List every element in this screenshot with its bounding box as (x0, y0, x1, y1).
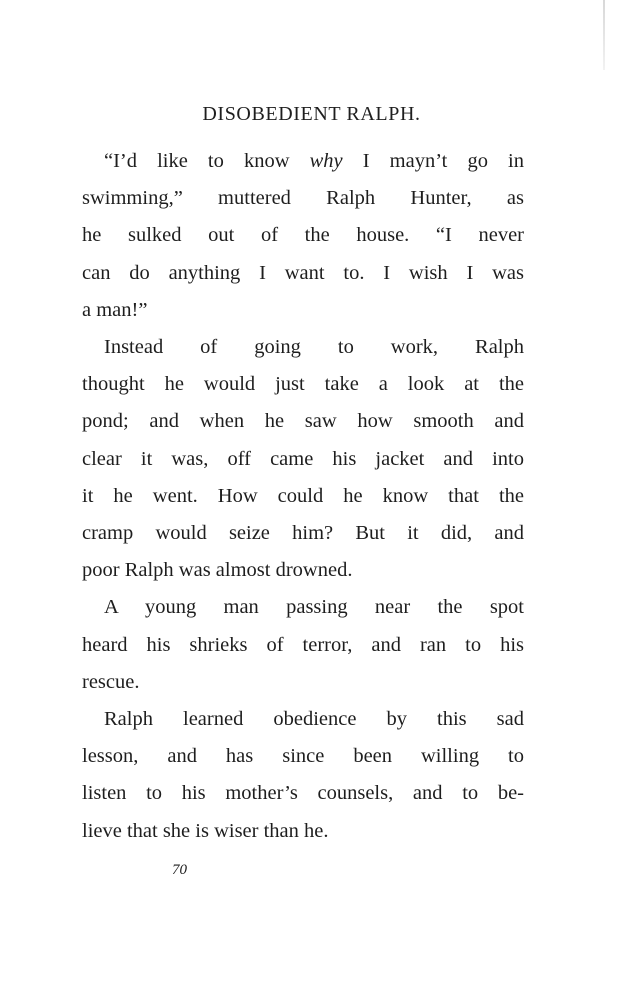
paragraph-1 (82, 143, 524, 329)
text-line: lieve that she is wiser than he. (82, 819, 329, 842)
text-line: it he went. How could he know that the (82, 484, 524, 507)
text-segment: I mayn’t go in (342, 150, 524, 172)
text-line: cramp would seize him? But it did, and (82, 522, 524, 545)
page-edge-mark (603, 0, 605, 70)
text-line: he sulked out of the house. “I never (82, 224, 524, 247)
text-line: heard his shrieks of terror, and ran to his (82, 633, 524, 656)
text-line: poor Ralph was almost drowned. (82, 559, 353, 582)
text-line: clear it was, off came his jacket and into (82, 447, 524, 470)
text-line: rescue. (82, 670, 140, 693)
text-line: a man!” (82, 298, 148, 321)
text-line: lesson, and has since been willing to (82, 745, 524, 768)
text-line: listen to his mother’s counsels, and to be- (82, 782, 524, 805)
text-line: pond; and when he saw how smooth and (82, 410, 524, 433)
page-number: 70 (172, 862, 187, 878)
text-line: swimming,” muttered Ralph Hunter, as (82, 187, 524, 210)
paragraph-2 (82, 329, 524, 589)
text-line (82, 143, 524, 180)
emphasized-word: why (309, 150, 343, 172)
text-segment: “I’d like to know (104, 150, 310, 172)
text-line: can do anything I want to. I wish I was (82, 261, 524, 284)
paragraph-3 (82, 589, 524, 701)
paragraph-4 (82, 701, 524, 850)
text-line: thought he would just take a look at the (82, 373, 524, 396)
story-text (82, 143, 524, 850)
text-line: Instead of going to work, Ralph (104, 336, 524, 359)
text-line: A young man passing near the spot (104, 596, 524, 619)
chapter-title: DISOBEDIENT RALPH. (202, 103, 421, 125)
text-line: Ralph learned obedience by this sad (104, 708, 524, 731)
